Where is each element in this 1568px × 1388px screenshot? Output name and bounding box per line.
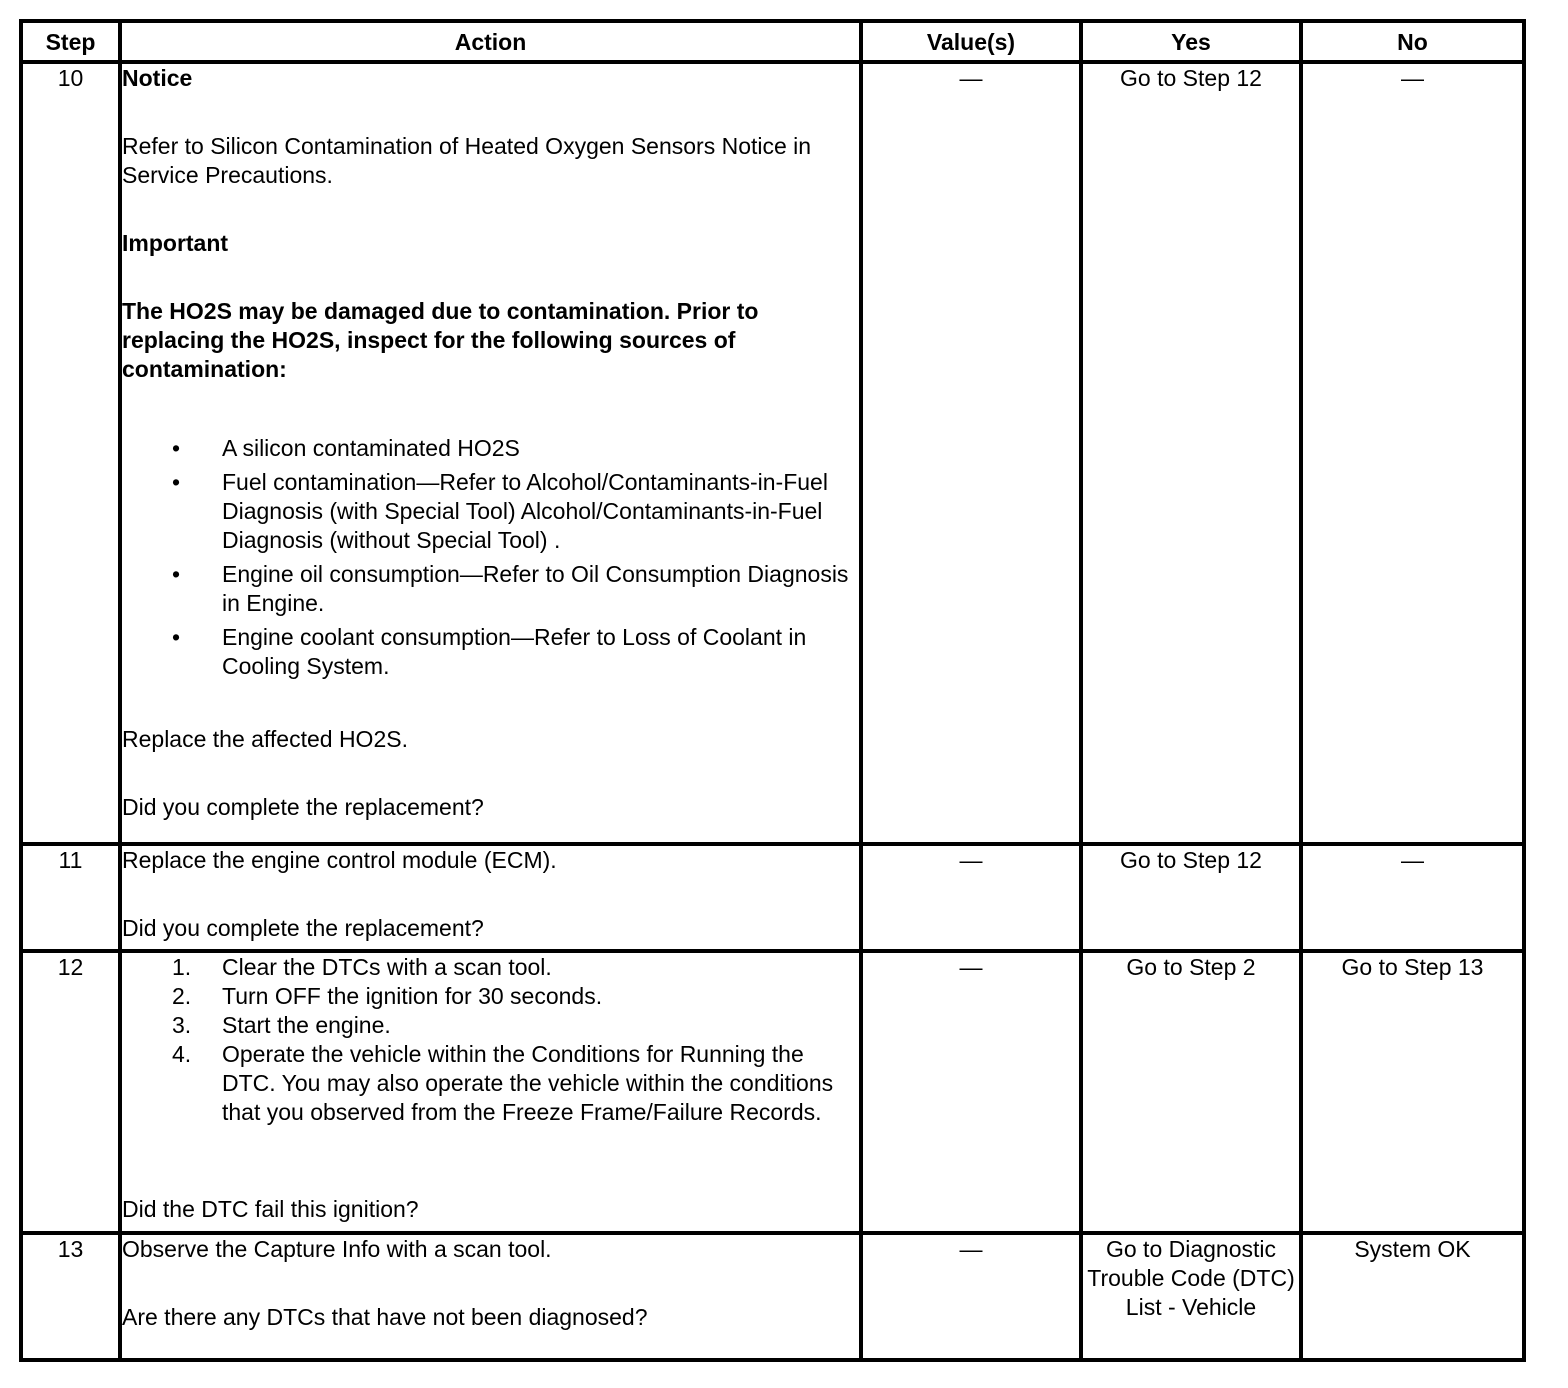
instruction-text: Replace the engine control module (ECM). <box>122 847 557 873</box>
action-cell <box>120 844 861 951</box>
notice-label: Notice <box>122 65 193 91</box>
list-number: 4. <box>172 1041 192 1067</box>
table-row <box>21 844 1524 951</box>
yes-cell: Go to Step 12 <box>1081 844 1301 951</box>
table-row <box>21 1233 1524 1360</box>
value-cell: — <box>861 62 1081 844</box>
bullet-icon: • <box>172 561 181 587</box>
yes-cell: Go to Diagnostic Trouble Code (DTC) List - Vehicle <box>1081 1233 1301 1360</box>
instruction-text: Replace the affected HO2S. <box>122 726 408 752</box>
important-text: The HO2S may be damaged due to contamination. Prior to replacing the HO2S, inspect for the following sources of contamination: <box>122 298 759 382</box>
list-item-text: Fuel contamination—Refer to Alcohol/Contaminants-in-Fuel Diagnosis (with Special Tool) Alcohol/Contaminants-in-Fuel Diagnosis (without Special Tool) . <box>222 469 828 553</box>
no-cell: — <box>1301 844 1524 951</box>
value-cell: — <box>861 844 1081 951</box>
value-cell: — <box>861 951 1081 1233</box>
instruction-text: Observe the Capture Info with a scan tool. <box>122 1236 552 1262</box>
list-item-text: Turn OFF the ignition for 30 seconds. <box>222 983 603 1009</box>
list-item-text: A silicon contaminated HO2S <box>222 435 520 461</box>
step-number: 12 <box>21 951 120 1233</box>
procedure-list <box>122 953 859 1127</box>
list-item <box>122 982 859 1011</box>
question-text: Did you complete the replacement? <box>122 794 484 820</box>
list-item-text: Engine oil consumption—Refer to Oil Consumption Diagnosis in Engine. <box>222 561 849 616</box>
list-item-text: Engine coolant consumption—Refer to Loss of Coolant in Cooling System. <box>222 624 807 679</box>
action-cell <box>120 62 861 844</box>
list-item <box>122 623 859 681</box>
list-item-text: Operate the vehicle within the Conditions for Running the DTC. You may also operate the vehicle within the conditions that you observed from the Freeze Frame/Failure Records. <box>222 1041 834 1125</box>
header-yes: Yes <box>1081 21 1301 62</box>
list-number: 3. <box>172 1012 192 1038</box>
list-item-text: Clear the DTCs with a scan tool. <box>222 954 552 980</box>
notice-text: Refer to Silicon Contamination of Heated Oxygen Sensors Notice in Service Precautions. <box>122 133 812 188</box>
header-values: Value(s) <box>861 21 1081 62</box>
list-number: 1. <box>172 954 192 980</box>
question-text: Are there any DTCs that have not been diagnosed? <box>122 1304 648 1330</box>
list-number: 2. <box>172 983 192 1009</box>
important-label: Important <box>122 230 229 256</box>
list-item <box>122 468 859 555</box>
diagnostic-table <box>19 19 1526 1362</box>
bullet-icon: • <box>172 624 181 650</box>
table-row <box>21 62 1524 844</box>
header-no: No <box>1301 21 1524 62</box>
action-cell <box>120 1233 861 1360</box>
no-cell: Go to Step 13 <box>1301 951 1524 1233</box>
question-text: Did the DTC fail this ignition? <box>122 1196 419 1222</box>
no-cell: System OK <box>1301 1233 1524 1360</box>
list-item <box>122 1040 859 1127</box>
action-cell <box>120 951 861 1233</box>
step-number: 11 <box>21 844 120 951</box>
question-text: Did you complete the replacement? <box>122 915 484 941</box>
header-step: Step <box>21 21 120 62</box>
list-item <box>122 434 859 463</box>
contamination-list <box>122 434 859 681</box>
yes-cell: Go to Step 12 <box>1081 62 1301 844</box>
bullet-icon: • <box>172 435 181 461</box>
list-item <box>122 1011 859 1040</box>
no-cell: — <box>1301 62 1524 844</box>
header-action: Action <box>120 21 861 62</box>
yes-cell: Go to Step 2 <box>1081 951 1301 1233</box>
table-row <box>21 951 1524 1233</box>
list-item <box>122 560 859 618</box>
bullet-icon: • <box>172 469 181 495</box>
list-item <box>122 953 859 982</box>
step-number: 13 <box>21 1233 120 1360</box>
header-row <box>21 21 1524 62</box>
list-item-text: Start the engine. <box>222 1012 391 1038</box>
value-cell: — <box>861 1233 1081 1360</box>
step-number: 10 <box>21 62 120 844</box>
